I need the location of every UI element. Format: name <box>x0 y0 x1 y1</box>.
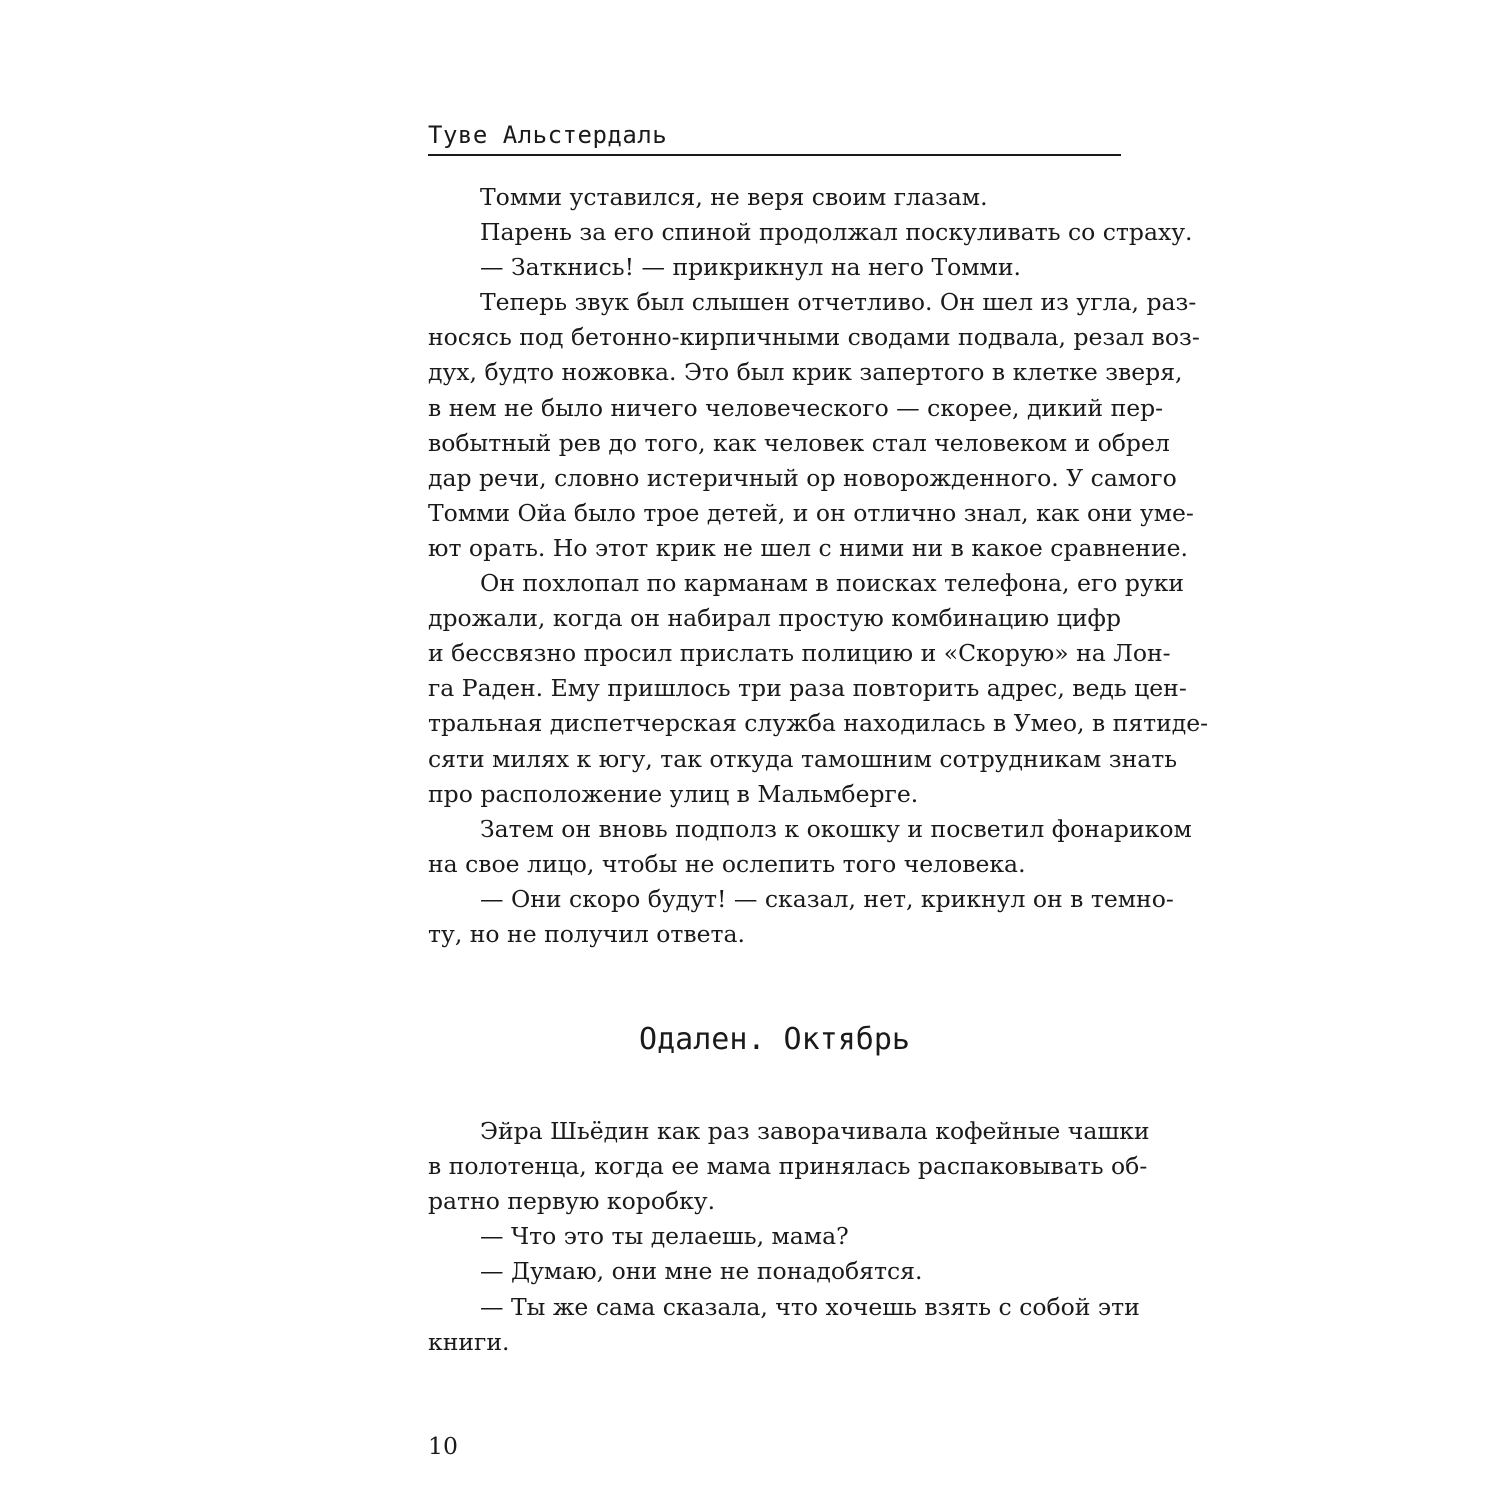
text-line: ту, но не получил ответа. <box>428 919 746 948</box>
text-line: Эйра Шьёдин как раз заворачивала кофейные чашки <box>480 1117 1150 1146</box>
text-line: Томми Ойа было трое детей, и он отлично знал, как они уме- <box>428 498 1194 527</box>
text-line: — Думаю, они мне не понадобятся. <box>480 1257 923 1286</box>
text-line: дух, будто ножовка. Это был крик запертого в клетке зверя, <box>428 358 1183 387</box>
text-line: и бессвязно просил прислать полицию и «Скорую» на Лон- <box>428 639 1171 668</box>
text-line: дрожали, когда он набирал простую комбинацию цифр <box>428 604 1121 633</box>
running-head: Туве Альстердаль <box>428 118 1121 156</box>
text-line: га Раден. Ему пришлось три раза повторить адрес, ведь цен- <box>428 674 1187 703</box>
text-line: ратно первую коробку. <box>428 1187 716 1216</box>
text-line: ют орать. Но этот крик не шел с ними ни в какое сравнение. <box>428 533 1188 562</box>
text-line: Он похлопал по карманам в поисках телефона, его руки <box>480 569 1185 598</box>
text-line: Парень за его спиной продолжал поскуливать со страху. <box>480 218 1193 247</box>
text-line: Затем он вновь подполз к окошку и посветил фонариком <box>480 814 1192 843</box>
text-line: — Что это ты делаешь, мама? <box>480 1222 849 1251</box>
text-line: в нем не было ничего человеческого — скорее, дикий пер- <box>428 393 1164 422</box>
text-line: про расположение улиц в Мальмберге. <box>428 779 919 808</box>
body-text-section-1 <box>428 180 1209 952</box>
chapter-title: Одален. Октябрь <box>639 1022 910 1058</box>
page-number: 10 <box>428 1432 458 1460</box>
text-line: в полотенца, когда ее мама принялась распаковывать об- <box>428 1152 1148 1181</box>
text-line: Теперь звук был слышен отчетливо. Он шел из угла, раз- <box>480 288 1197 317</box>
text-line: книги. <box>428 1327 510 1356</box>
text-line: Томми уставился, не веря своим глазам. <box>480 183 988 211</box>
text-line: — Заткнись! — прикрикнул на него Томми. <box>480 253 1021 282</box>
text-line: вобытный рев до того, как человек стал человеком и обрел <box>428 428 1170 457</box>
text-line: носясь под бетонно-кирпичными сводами подвала, резал воз- <box>428 323 1200 352</box>
text-line: тральная диспетчерская служба находилась в Умео, в пятиде- <box>428 709 1209 738</box>
text-line: сяти милях к югу, так откуда тамошним сотрудникам знать <box>428 744 1178 773</box>
book-page <box>428 118 1209 1360</box>
text-line: — Ты же сама сказала, что хочешь взять с собой эти <box>480 1292 1140 1321</box>
text-line: дар речи, словно истеричный ор новорожденного. У самого <box>428 463 1177 492</box>
text-line: на свое лицо, чтобы не ослепить того человека. <box>428 849 1026 878</box>
text-line: — Они скоро будут! — сказал, нет, крикнул он в темно- <box>480 884 1174 913</box>
body-text-section-2 <box>428 1114 1150 1360</box>
